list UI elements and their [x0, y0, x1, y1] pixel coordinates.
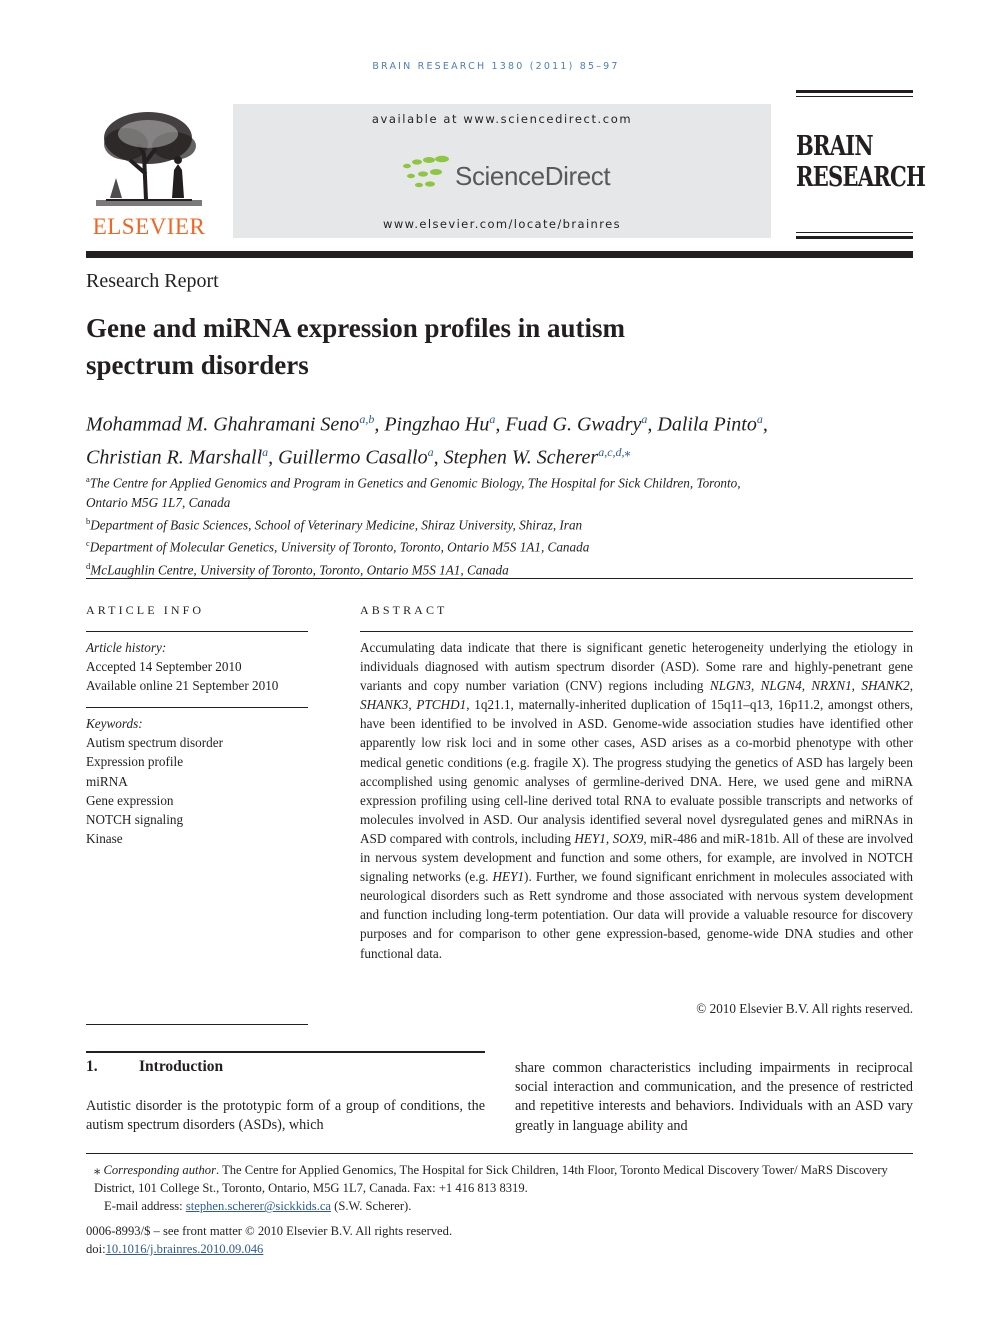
author-sep: ,	[762, 413, 768, 436]
abstract-sep: ,	[851, 678, 862, 694]
section-type: Research Report	[86, 270, 219, 292]
abstract-heading: ABSTRACT	[360, 603, 448, 617]
affiliations	[86, 470, 846, 580]
email-label: E-mail address:	[104, 1199, 186, 1214]
journal-url[interactable]: www.elsevier.com/locate/brainres	[383, 217, 621, 231]
gene-name: SHANK2	[861, 678, 910, 694]
gene-name: HEY1	[574, 830, 606, 846]
gene-name: SHANK3	[360, 697, 409, 713]
author-affil-mark[interactable]: a	[489, 412, 496, 426]
affil-text: McLaughlin Centre, University of Toronto, Toronto, Ontario M5S 1A1, Canada	[90, 562, 509, 578]
author: Stephen W. Scherer	[443, 446, 599, 469]
doi-line	[86, 1240, 686, 1258]
affil-mark: b	[86, 515, 91, 526]
abstract-sep: ,	[801, 678, 812, 694]
elsevier-wordmark: ELSEVIER	[92, 214, 206, 239]
keyword: NOTCH signaling	[86, 812, 184, 828]
journal-title	[796, 131, 926, 193]
affil-text: Department of Basic Sciences, School of Veterinary Medicine, Shiraz University, Shiraz, Iran	[90, 517, 583, 533]
corresponding-footnote	[86, 1161, 913, 1216]
journal-reference: BRAIN RESEARCH 1380 (2011) 85–97	[372, 61, 620, 72]
footnote-email-line	[86, 1197, 913, 1215]
intro-left-column: Autistic disorder is the prototypic form of a group of conditions, the autism spectrum disorders (ASDs), which	[86, 1098, 485, 1134]
sciencedirect-leaf-icon	[399, 152, 453, 196]
gene-name: NLGN3	[709, 678, 751, 694]
journal-title-line1: BRAIN	[796, 131, 873, 162]
doi-label: doi:	[86, 1242, 106, 1256]
affiliation-d	[86, 557, 846, 580]
gene-name: HEY1	[492, 869, 525, 885]
author: Fuad G. Gwadry	[505, 413, 642, 436]
affil-text: Department of Molecular Genetics, University of Toronto, Toronto, Ontario M5S 1A1, Canada	[89, 539, 590, 555]
keywords	[86, 714, 308, 848]
gene-name: SOX9	[612, 830, 644, 846]
sciencedirect-banner[interactable]	[233, 104, 771, 238]
footnote-corresponding	[86, 1161, 913, 1197]
intro-heading	[86, 1058, 223, 1076]
intro-number: 1.	[86, 1058, 98, 1075]
author-affil-mark[interactable]: a,c,d,⁎	[598, 444, 631, 459]
accepted-date: Accepted 14 September 2010	[86, 659, 242, 675]
gene-name: NRXN1	[811, 678, 852, 694]
affiliation-b	[86, 512, 846, 535]
article-info-bottom-rule	[86, 1024, 308, 1025]
title-line2: spectrum disorders	[86, 350, 309, 380]
author-affil-mark[interactable]: a	[756, 412, 763, 426]
author-affil-mark[interactable]: a	[641, 412, 648, 426]
footnote-mark: ⁎	[94, 1163, 101, 1177]
author-affil-mark[interactable]: a,b	[359, 412, 375, 426]
email-link[interactable]: stephen.scherer@sickkids.ca	[185, 1199, 332, 1214]
author: Dalila Pinto	[657, 413, 757, 436]
available-at-text: available at www.sciencedirect.com	[371, 112, 633, 126]
author-sep: ,	[374, 413, 380, 436]
affiliation-a-cont: Ontario M5G 1L7, Canada	[86, 494, 231, 510]
author: Mohammad M. Ghahramani Seno	[86, 413, 360, 436]
keyword: Expression profile	[86, 754, 184, 770]
abstract-text: ). Further, we found significant enrichment in molecules associated with neurological disorders such as Rett syndrome and those associated with nervous system development and function including long-term potentiation. Our data will provide a valuable resource for discovery purposes and for comparison to other gene expression-based, genome-wide DNA studies and other functional data.	[360, 869, 913, 961]
history-label: Article history:	[86, 640, 167, 655]
keyword: miRNA	[86, 773, 128, 789]
abstract-body	[360, 638, 913, 963]
author-sep: ,	[268, 446, 274, 469]
article-info-rule	[86, 631, 308, 632]
affiliation-c	[86, 534, 846, 557]
abstract-sep: ,	[408, 697, 417, 713]
abstract-copyright: © 2010 Elsevier B.V. All rights reserved.	[696, 1001, 913, 1016]
online-date: Available online 21 September 2010	[86, 678, 279, 694]
journal-title-top-rule	[796, 90, 913, 93]
author: Guillermo Casallo	[278, 446, 428, 469]
article-title	[86, 310, 786, 384]
abstract-sep: ,	[750, 678, 761, 694]
author-sep: ,	[433, 446, 439, 469]
gene-name: NLGN4	[760, 678, 802, 694]
doi-link[interactable]: 10.1016/j.brainres.2010.09.046	[105, 1242, 264, 1256]
intro-rule	[86, 1051, 485, 1053]
author: Pingzhao Hu	[384, 413, 490, 436]
intro-title: Introduction	[139, 1058, 224, 1075]
footnote-text: . The Centre for Applied Genomics, The Hospital for Sick Children, 14th Floor, Toronto Medical Discovery Tower/ MaRS Discovery District, 101 College St., Toronto, Ontario, M5G 1L7, Canada. Fax: +1 416 813 8319.	[94, 1163, 888, 1196]
journal-title-bottom-rule	[796, 236, 913, 239]
author: Christian R. Marshall	[86, 446, 263, 469]
author-sep: ,	[495, 413, 501, 436]
elsevier-logo[interactable]	[86, 104, 212, 240]
header-divider	[86, 251, 913, 258]
affil-mark: a	[86, 474, 90, 484]
keyword: Gene expression	[86, 792, 174, 808]
bottom-notes	[86, 1222, 686, 1258]
abstract-text: , miR-486 and miR-181b. All of these are involved in nervous system development and function and some others, for example, are involved in NOTCH signaling networks (e.g.	[360, 830, 914, 885]
footnote-label: Corresponding author	[103, 1163, 216, 1177]
history-rule	[86, 707, 308, 708]
abstract-text: , 1q21.1, maternally-inherited duplication of 15q11–q13, 16p11.2, amongst others, have been identified to be involved in ASD. Genome-wide association studies have identified other apparently low risk loci and in some other cases, ASD arises as a co-morbid phenotype with other medical genetic conditions (e.g. fragile X). The progress studying the genetics of ASD has largely been accomplished using genomic analyses of germline-derived DNA. Here, we used gene and miRNA expression profiling using cell-line derived total RNA to evaluate possible transcripts and networks of molecules involved in ASD. Our analysis identified several novel dysregulated genes and miRNAs in ASD compared with controls, including	[360, 697, 914, 846]
issn-line: 0006-8993/$ – see front matter © 2010 Elsevier B.V. All rights reserved.	[86, 1224, 453, 1238]
author-sep: ,	[647, 413, 653, 436]
keywords-label: Keywords:	[86, 716, 143, 731]
journal-title-bottom-rule-thin	[796, 232, 913, 233]
abstract-sep: ,	[909, 678, 914, 694]
abstract-rule	[360, 631, 913, 632]
keyword: Kinase	[86, 831, 123, 847]
email-suffix: (S.W. Scherer).	[331, 1199, 412, 1214]
elsevier-tree-icon	[86, 104, 212, 212]
affil-mark: d	[86, 560, 91, 571]
article-info-heading: ARTICLE INFO	[86, 603, 205, 617]
affiliation-a	[86, 470, 846, 493]
title-line1: Gene and miRNA expression profiles in autism	[86, 313, 626, 343]
sciencedirect-wordmark: ScienceDirect	[455, 161, 611, 191]
author-list	[86, 406, 916, 471]
affil-mark: c	[86, 538, 90, 549]
article-history	[86, 638, 308, 696]
footnote-rule	[86, 1153, 913, 1154]
abstract-sep: ,	[605, 830, 613, 846]
keyword: Autism spectrum disorder	[86, 735, 223, 751]
journal-title-line2: RESEARCH	[796, 162, 926, 193]
gene-name: PTCHD1	[416, 697, 467, 713]
author-affil-mark[interactable]: a	[262, 444, 269, 459]
intro-right-column: share common characteristics including impairments in reciprocal social interaction and communication, and the presence of restricted and repetitive interests and behaviors. Individuals with an ASD vary greatly in language ability and	[515, 1060, 913, 1134]
affil-text: The Centre for Applied Genomics and Program in Genetics and Genomic Biology, The Hospital for Sick Children, Toronto,	[89, 475, 741, 491]
abstract-text: Accumulating data indicate that there is significant genetic heterogeneity underlying the etiology in individuals diagnosed with autism spectrum disorder (ASD). Some rare and highly-penetrant gene variants and copy number variation (CNV) regions including	[360, 640, 913, 694]
affiliations-divider	[86, 578, 913, 579]
journal-title-top-rule-thin	[796, 96, 913, 97]
author-affil-mark[interactable]: a	[427, 444, 434, 459]
